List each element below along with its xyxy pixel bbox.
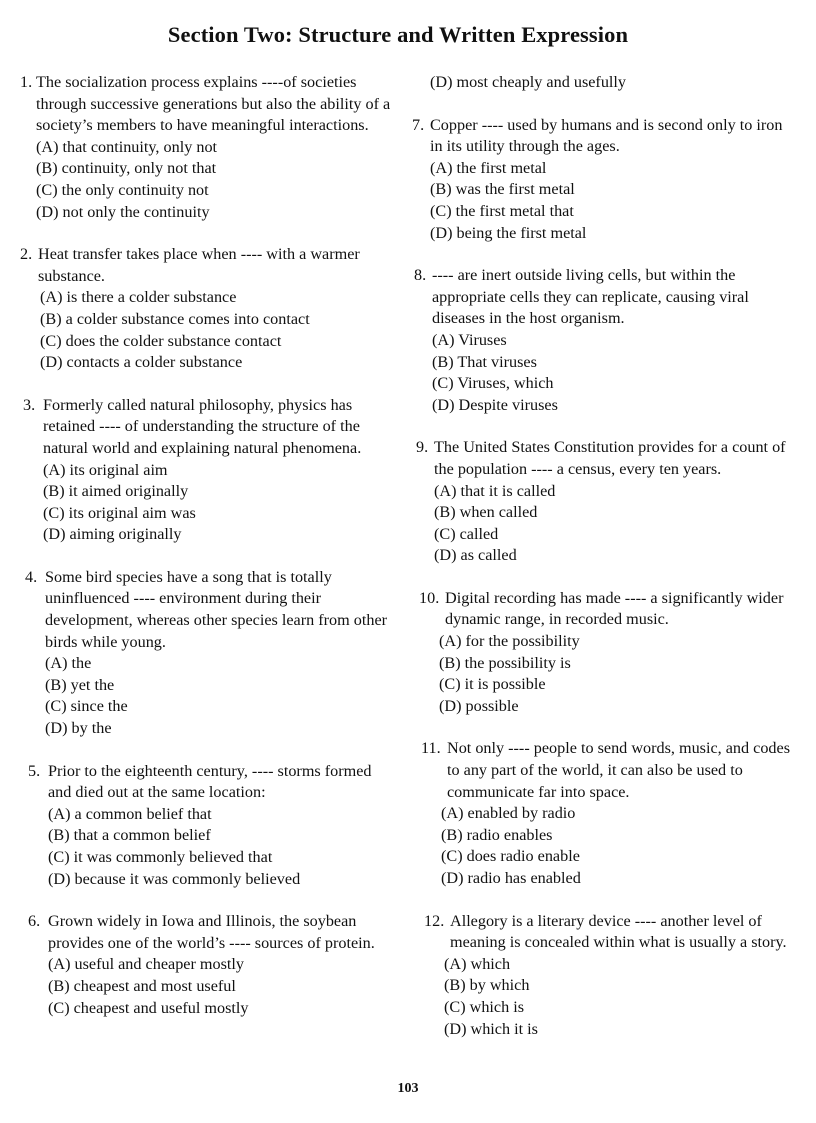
answer-option[interactable]: (A) a common belief that xyxy=(48,804,212,823)
question-number: 5. xyxy=(28,761,41,780)
answer-option[interactable]: (D) because it was commonly believed xyxy=(48,869,301,888)
answer-option[interactable]: (C) called xyxy=(434,524,499,543)
option-list xyxy=(20,653,398,739)
answer-option[interactable]: (D) being the first metal xyxy=(430,223,587,242)
answer-option[interactable]: (D) possible xyxy=(439,696,519,715)
answer-option[interactable]: (C) cheapest and useful mostly xyxy=(48,998,249,1017)
option-list xyxy=(412,631,796,717)
answer-option[interactable]: (B) was the first metal xyxy=(430,180,575,199)
question-stem: Grown widely in Iowa and Illinois, the soybean provides one of the world’s ---- sources of protein. xyxy=(48,912,375,952)
answer-option[interactable]: (A) that continuity, only not xyxy=(36,137,218,156)
answer-option[interactable]: (B) the possibility is xyxy=(439,653,571,672)
question-stem: Not only ---- people to send words, music, and codes to any part of the world, it can also be used to communicate far into space. xyxy=(447,739,791,801)
answer-option[interactable]: (D) radio has enabled xyxy=(441,869,581,887)
option-list xyxy=(412,803,796,889)
question-5 xyxy=(20,761,398,891)
question-stem: Allegory is a literary device ---- another level of meaning is concealed within what is usually a story. xyxy=(450,911,787,952)
question-7 xyxy=(412,115,796,245)
question-number: 9. xyxy=(416,438,429,457)
option-list xyxy=(412,158,796,244)
answer-option[interactable]: (B) by which xyxy=(444,976,530,995)
answer-option[interactable]: (B) That viruses xyxy=(432,352,537,371)
question-stem: The socialization process explains ----of societies through successive generations but also the ability of a society’s members to have meaningful interactions. xyxy=(36,73,391,135)
answer-option[interactable]: (C) Viruses, which xyxy=(432,374,554,393)
answer-option[interactable]: (A) the first metal xyxy=(430,158,547,177)
question-stem: Some bird species have a song that is totally uninfluenced ---- environment during their development, whereas other species learn from other birds while young. xyxy=(45,567,388,651)
question-number: 3. xyxy=(23,395,36,414)
answer-option[interactable]: (A) which xyxy=(444,954,511,973)
option-list xyxy=(412,330,796,416)
question-2 xyxy=(20,244,398,374)
answer-option[interactable]: (C) the only continuity not xyxy=(36,180,209,199)
option-list xyxy=(412,954,796,1040)
answer-option[interactable]: (B) when called xyxy=(434,503,538,522)
left-column xyxy=(20,72,398,1019)
question-stem: The United States Constitution provides for a count of the population ---- a census, every ten years. xyxy=(434,438,786,478)
question-number: 10. xyxy=(419,588,440,607)
question-stem: Heat transfer takes place when ---- with a warmer substance. xyxy=(38,245,360,285)
answer-option[interactable]: (C) since the xyxy=(45,697,128,716)
answer-option[interactable]: (D) as called xyxy=(434,546,517,565)
question-stem: Prior to the eighteenth century, ---- storms formed and died out at the same location: xyxy=(48,761,372,802)
answer-option[interactable]: (B) that a common belief xyxy=(48,826,211,845)
question-stem: ---- are inert outside living cells, but within the appropriate cells they can replicate, causing viral diseases in the host organism. xyxy=(432,266,749,328)
question-number: 12. xyxy=(424,911,445,930)
question-number: 7. xyxy=(412,115,425,134)
option-list xyxy=(20,287,398,373)
question-6-continued xyxy=(412,72,796,94)
answer-option[interactable]: (A) is there a colder substance xyxy=(40,288,237,307)
answer-option[interactable]: (A) its original aim xyxy=(43,460,168,479)
page-title: Section Two: Structure and Written Expression xyxy=(167,22,629,47)
question-11 xyxy=(412,738,796,889)
question-1 xyxy=(20,72,398,223)
question-6 xyxy=(20,911,398,1019)
answer-option[interactable]: (B) radio enables xyxy=(441,825,553,844)
answer-option[interactable]: (B) yet the xyxy=(45,675,115,694)
option-list xyxy=(412,481,796,567)
answer-option[interactable]: (B) it aimed originally xyxy=(43,482,189,501)
answer-option[interactable]: (D) which it is xyxy=(444,1019,538,1038)
question-number: 1. xyxy=(20,73,33,91)
right-column xyxy=(412,72,796,1040)
question-8 xyxy=(412,265,796,416)
question-9 xyxy=(412,437,796,567)
answer-option[interactable]: (A) that it is called xyxy=(434,481,556,500)
answer-option[interactable]: (D) Despite viruses xyxy=(432,395,558,414)
question-10 xyxy=(412,588,796,718)
answer-option[interactable]: (D) contacts a colder substance xyxy=(40,353,243,372)
answer-option[interactable]: (A) Viruses xyxy=(432,330,507,349)
option-list xyxy=(20,804,398,890)
option-list xyxy=(20,954,398,1019)
answer-option[interactable]: (C) it is possible xyxy=(439,675,546,694)
answer-option[interactable]: (D) by the xyxy=(45,719,112,738)
question-number: 8. xyxy=(414,266,427,285)
question-number: 6. xyxy=(28,912,41,931)
answer-option[interactable]: (A) useful and cheaper mostly xyxy=(48,955,244,974)
answer-option[interactable]: (B) continuity, only not that xyxy=(36,159,217,178)
answer-option[interactable]: (C) the first metal that xyxy=(430,201,574,220)
answer-option[interactable]: (A) the xyxy=(45,654,92,673)
question-4 xyxy=(20,567,398,740)
answer-option[interactable]: (C) does the colder substance contact xyxy=(40,331,282,350)
question-stem: Digital recording has made ---- a significantly wider dynamic range, in recorded music. xyxy=(445,588,784,629)
answer-option[interactable]: (C) its original aim was xyxy=(43,503,196,522)
question-stem: Copper ---- used by humans and is second only to iron in its utility through the ages. xyxy=(430,115,783,156)
question-number: 11. xyxy=(421,739,441,758)
answer-option[interactable]: (C) which is xyxy=(444,997,525,1016)
answer-option[interactable]: (A) enabled by radio xyxy=(441,804,576,823)
answer-option[interactable]: (A) for the possibility xyxy=(439,632,580,651)
answer-option[interactable]: (D) aiming originally xyxy=(43,525,182,544)
question-number: 2. xyxy=(20,245,33,264)
option-list xyxy=(20,137,398,223)
question-12 xyxy=(412,911,796,1041)
question-stem: Formerly called natural philosophy, physics has retained ---- of understanding the structure of the natural world and explaining natural phenomena. xyxy=(43,395,362,457)
question-3 xyxy=(20,395,398,546)
option-list xyxy=(20,460,398,546)
answer-option[interactable]: (B) cheapest and most useful xyxy=(48,976,236,995)
answer-option[interactable]: (C) it was commonly believed that xyxy=(48,848,273,866)
question-number: 4. xyxy=(25,567,38,586)
answer-option[interactable]: (C) does radio enable xyxy=(441,847,580,866)
answer-option[interactable]: (D) not only the continuity xyxy=(36,202,210,221)
page-number: 103 xyxy=(397,1081,419,1096)
answer-option[interactable]: (B) a colder substance comes into contact xyxy=(40,309,310,328)
answer-option[interactable]: (D) most cheaply and usefully xyxy=(430,73,626,91)
